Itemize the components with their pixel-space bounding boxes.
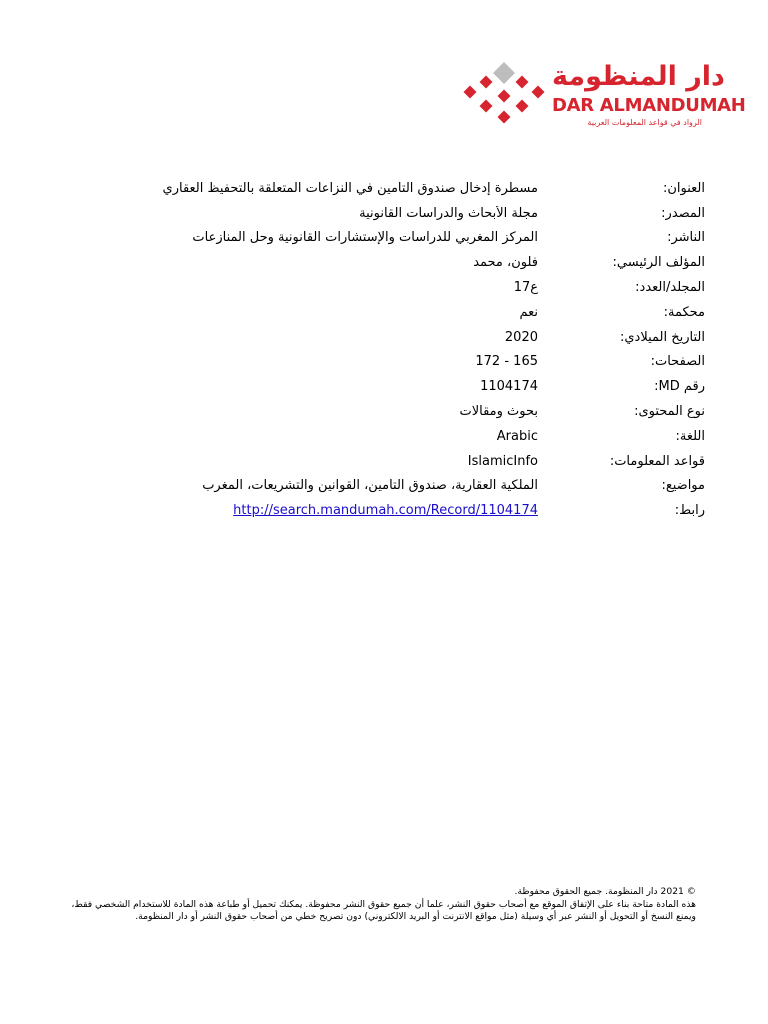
diamond-pattern-icon <box>462 60 546 126</box>
record-label: مواضيع: <box>661 478 705 494</box>
record-value: ع17 <box>513 280 538 296</box>
logo-diamond <box>464 86 477 99</box>
brand-tagline: الرواد في قواعد المعلومات العربية <box>587 118 702 127</box>
record-value: المركز المغربي للدراسات والإستشارات القانونية وحل المنازعات <box>192 230 538 246</box>
record-row <box>100 474 705 499</box>
record-row <box>100 275 705 300</box>
rights-notice: هذه المادة متاحة بناء على الإتفاق الموقع مع أصحاب حقوق النشر، علما أن جميع حقوق النشر محفوظة. يمكنك تحميل أو طباعة هذه المادة للاستخدام الشخصي فقط، ويمنع النسخ أو التحويل أو النشر عبر أي وسيلة (مثل مواقع الانترنت أو البريد الالكتروني) دون تصريح خطي من أصحاب حقوق النشر أو دار المنظومة. <box>71 898 696 923</box>
record-label: المؤلف الرئيسي: <box>612 255 705 271</box>
record-row <box>100 498 705 523</box>
record-label: التاريخ الميلادي: <box>620 329 705 345</box>
record-label: الناشر: <box>667 230 705 246</box>
brand-logo <box>462 60 746 135</box>
record-row <box>100 176 705 201</box>
record-value: نعم <box>519 304 538 320</box>
record-label: الصفحات: <box>650 354 705 370</box>
record-value: 165 - 172 <box>475 354 538 370</box>
record-label: رقم MD: <box>654 379 705 395</box>
record-row <box>100 300 705 325</box>
record-row <box>100 250 705 275</box>
record-row <box>100 374 705 399</box>
record-value: مسطرة إدخال صندوق التأمين في النزاعات المتعلقة بالتحفيظ العقاري <box>162 180 538 196</box>
record-label: العنوان: <box>662 180 705 196</box>
logo-diamond <box>516 76 529 89</box>
record-row <box>100 424 705 449</box>
logo-diamond <box>480 100 493 113</box>
record-row <box>100 325 705 350</box>
record-value: بحوث ومقالات <box>459 404 538 420</box>
record-label: اللغة: <box>675 428 705 444</box>
record-label: محكمة: <box>663 304 705 320</box>
record-row <box>100 449 705 474</box>
brand-name-arabic: دار المنظومة <box>552 61 725 92</box>
record-value: Arabic <box>496 428 538 444</box>
record-value: 2020 <box>504 329 538 345</box>
record-value: الملكية العقارية، صندوق التأمين، القوانين والتشريعات، المغرب <box>202 478 538 494</box>
logo-diamond <box>498 111 511 124</box>
logo-diamond <box>480 76 493 89</box>
logo-diamond <box>493 62 515 84</box>
record-row <box>100 226 705 251</box>
brand-name-latin: DAR ALMANDUMAH <box>552 95 746 116</box>
record-label: رابط: <box>674 503 705 519</box>
record-value: IslamicInfo <box>467 453 538 469</box>
logo-diamond <box>532 86 545 99</box>
record-link-cell <box>100 503 538 518</box>
record-row <box>100 201 705 226</box>
logo-diamond <box>516 100 529 113</box>
logo-diamond <box>498 90 511 103</box>
record-label: نوع المحتوى: <box>634 404 705 420</box>
record-value: 1104174 <box>480 379 538 395</box>
record-label: المصدر: <box>661 205 705 221</box>
record-label: المجلد/العدد: <box>635 280 705 296</box>
record-label: قواعد المعلومات: <box>609 453 705 469</box>
record-value: فلون، محمد <box>473 255 538 271</box>
record-value: مجلة الأبحاث والدراسات القانونية <box>359 205 538 221</box>
record-details <box>100 176 705 523</box>
record-row <box>100 399 705 424</box>
record-link[interactable]: http://search.mandumah.com/Record/1104174 <box>233 503 538 519</box>
record-row <box>100 350 705 375</box>
copyright-text: © 2021 دار المنظومة. جميع الحقوق محفوظة. <box>514 886 696 897</box>
footer <box>52 886 696 924</box>
